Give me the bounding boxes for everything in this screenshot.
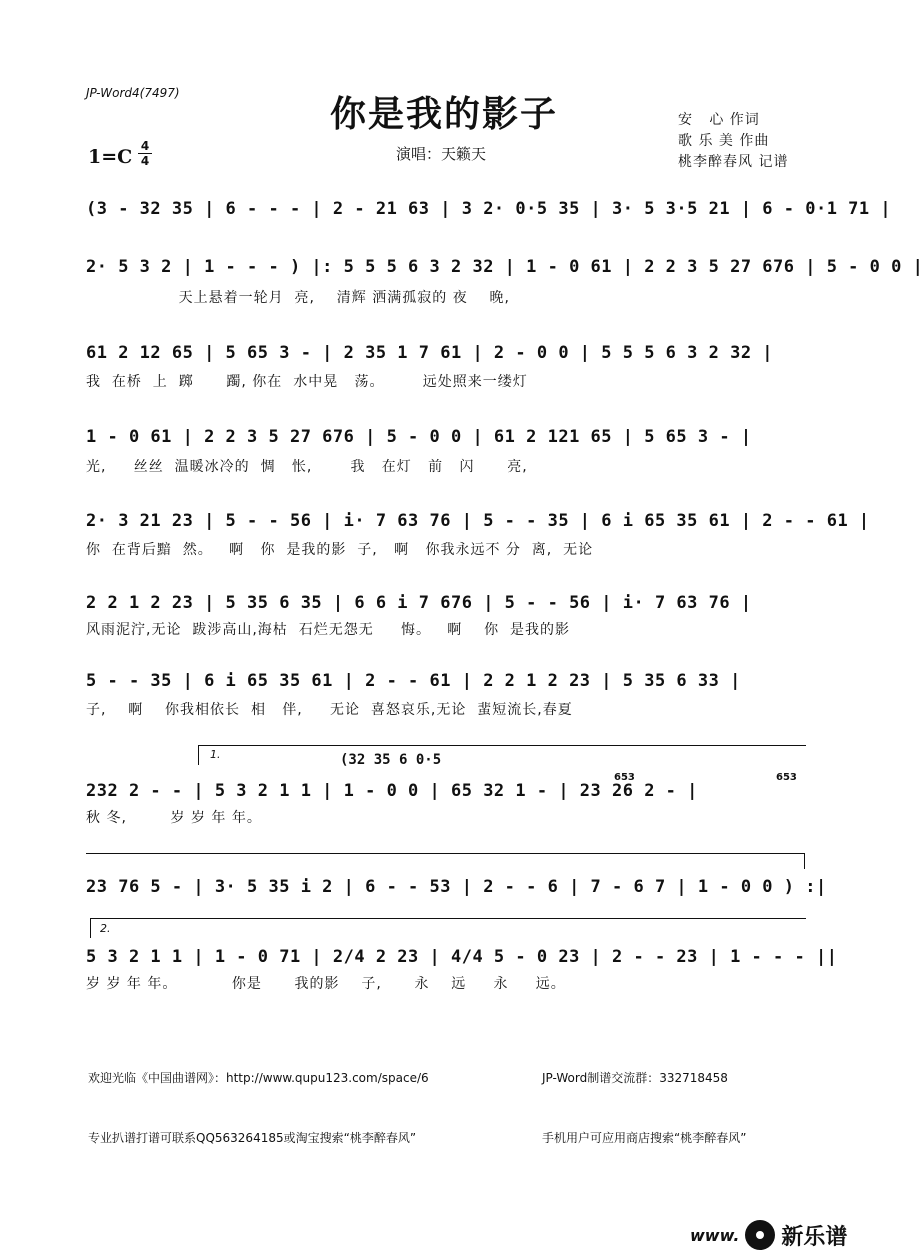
volta-one-accompaniment: (32 35 6 0·5 bbox=[340, 752, 442, 768]
score-line-8-notes: 232 2 - - | 5 3 2 1 1 | 1 - 0 0 | 65 32 1 - | 23 26 2 - | bbox=[86, 781, 698, 801]
credit-transcriber: 桃李醉春风 记谱 bbox=[678, 154, 789, 170]
software-tag: JP-Word4(7497) bbox=[86, 86, 180, 100]
song-title: 你是我的影子 bbox=[329, 93, 558, 135]
score-line-6-notes: 2 2 1 2 23 | 5 35 6 35 | 6 6 i 7 676 | 5 - - 56 | i· 7 63 76 | bbox=[86, 593, 752, 613]
score-line-8-lyrics: 秋 冬, 岁 岁 年 年。 bbox=[86, 810, 262, 826]
score-line-4-lyrics: 光, 丝丝 温暖冰冷的 惆 怅, 我 在灯 前 闪 亮, bbox=[86, 459, 528, 475]
score-line-5-lyrics: 你 在背后黯 然。 啊 你 是我的影 子, 啊 你我永远不 分 离, 无论 bbox=[86, 542, 594, 558]
score-line-5-notes: 2· 3 21 23 | 5 - - 56 | i· 7 63 76 | 5 - - 35 | 6 i 65 35 61 | 2 - - 61 | bbox=[86, 511, 870, 531]
volta-continuation-bracket bbox=[86, 853, 804, 854]
score-line-10-notes: 5 3 2 1 1 | 1 - 0 71 | 2/4 2 23 | 4/4 5 - 0 23 | 2 - - 23 | 1 - - - || bbox=[86, 947, 838, 967]
score-line-2-lyrics: 天上悬着一轮月 亮, 清辉 洒满孤寂的 夜 晚, bbox=[86, 290, 510, 306]
score-line-6-lyrics: 风雨泥泞,无论 跋涉高山,海枯 石烂无怨无 悔。 啊 你 是我的影 bbox=[86, 622, 571, 638]
volta-one-bracket-edge bbox=[198, 745, 199, 765]
volta-one-bracket bbox=[198, 745, 806, 746]
grace-note-2: 653 bbox=[776, 772, 797, 783]
record-disc-icon bbox=[745, 1220, 775, 1250]
score-line-2-notes: 2· 5 3 2 | 1 - - - ) |: 5 5 5 6 3 2 32 | 1 - 0 61 | 2 2 3 5 27 676 | 5 - 0 0 | bbox=[86, 257, 923, 277]
credit-lyricist: 安 心 作词 bbox=[678, 112, 760, 128]
footer-left bbox=[88, 1028, 429, 1168]
score-line-7-lyrics: 子, 啊 你我相依长 相 伴, 无论 喜怒哀乐,无论 蜚短流长,春夏 bbox=[86, 702, 573, 718]
score-line-4-notes: 1 - 0 61 | 2 2 3 5 27 676 | 5 - 0 0 | 61 2 121 65 | 5 65 3 - | bbox=[86, 427, 752, 447]
site-logo bbox=[690, 1218, 880, 1252]
grace-note-1: 653 bbox=[614, 772, 635, 783]
score-line-9-notes: 23 76 5 - | 3· 5 35 i 2 | 6 - - 53 | 2 - - 6 | 7 - 6 7 | 1 - 0 0 ) :| bbox=[86, 877, 827, 897]
logo-url: www. bbox=[690, 1225, 740, 1245]
volta-one-label: 1. bbox=[210, 748, 221, 761]
score-line-10-lyrics: 岁 岁 年 年。 你是 我的影 子, 永 远 永 远。 bbox=[86, 976, 566, 992]
score-line-3-lyrics: 我 在桥 上 踯 躅, 你在 水中晃 荡。 远处照来一缕灯 bbox=[86, 374, 528, 390]
time-signature bbox=[138, 140, 152, 167]
volta-continuation-edge bbox=[804, 853, 805, 869]
footer-app: 手机用户可应用商店搜索“桃李醉春风” bbox=[542, 1131, 747, 1145]
time-sig-bottom: 4 bbox=[140, 154, 150, 168]
footer-website: 欢迎光临《中国曲谱网》：http://www.qupu123.com/space/6 bbox=[88, 1071, 429, 1085]
score-line-1-notes: (3 - 32 35 | 6 - - - | 2 - 21 63 | 3 2· 0·5 35 | 3· 5 3·5 21 | 6 - 0·1 71 | bbox=[86, 199, 892, 219]
footer-group: JP-Word制谱交流群：332718458 bbox=[542, 1071, 728, 1085]
volta-two-bracket-edge bbox=[90, 918, 91, 938]
score-line-3-notes: 61 2 12 65 | 5 65 3 - | 2 35 1 7 61 | 2 - 0 0 | 5 5 5 6 3 2 32 | bbox=[86, 343, 774, 363]
score-line-7-notes: 5 - - 35 | 6 i 65 35 61 | 2 - - 61 | 2 2 1 2 23 | 5 35 6 33 | bbox=[86, 671, 741, 691]
logo-brand: 新乐谱 bbox=[781, 1224, 848, 1250]
singer: 演唱：天籁天 bbox=[396, 145, 487, 163]
time-sig-top: 4 bbox=[140, 139, 150, 153]
volta-two-bracket bbox=[90, 918, 806, 919]
credits bbox=[678, 110, 788, 173]
volta-two-label: 2. bbox=[100, 922, 111, 935]
footer-right bbox=[542, 1028, 746, 1168]
key-signature: 1=C bbox=[88, 146, 133, 168]
credit-composer: 歌 乐 美 作曲 bbox=[678, 133, 770, 149]
footer-contact: 专业扒谱打谱可联系QQ563264185或淘宝搜索“桃李醉春风” bbox=[88, 1131, 417, 1145]
